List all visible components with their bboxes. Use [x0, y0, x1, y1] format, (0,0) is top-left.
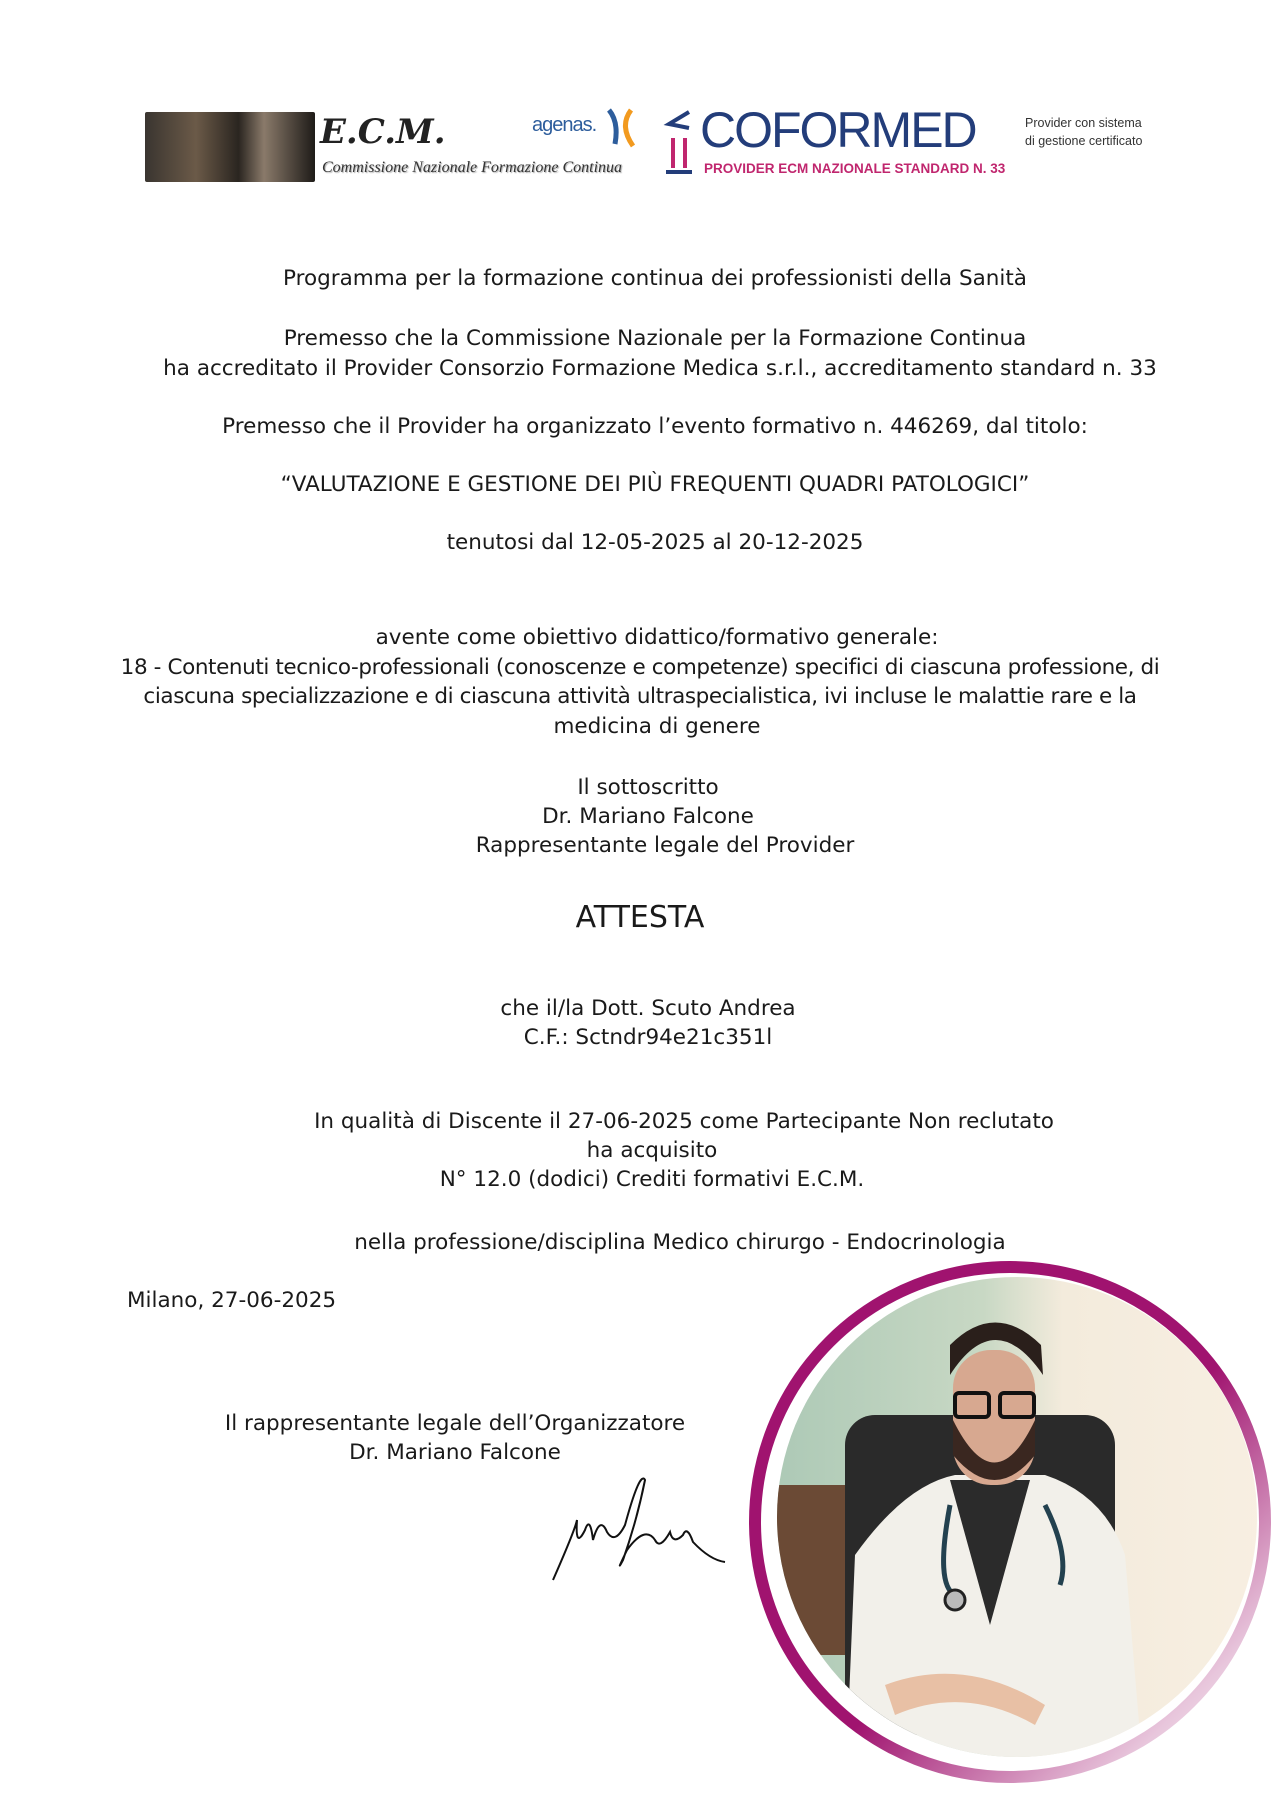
signer-line: Il sottoscritto: [577, 775, 719, 800]
profession-line: nella professione/disciplina Medico chirurgo - Endocrinologia: [354, 1230, 1006, 1255]
signature: [545, 1470, 745, 1590]
place-date: Milano, 27-06-2025: [127, 1288, 337, 1313]
provider-note-line: di gestione certificato: [1025, 134, 1143, 148]
legal-rep-label: Il rappresentante legale dell’Organizzatore: [224, 1411, 686, 1436]
ecm-painting-image: [145, 112, 315, 182]
legal-rep-name: Dr. Mariano Falcone: [349, 1440, 561, 1465]
ecm-title: E.C.M.: [320, 112, 446, 152]
recipient-name: che il/la Dott. Scuto Andrea: [500, 996, 796, 1021]
ecm-subtitle: Commissione Nazionale Formazione Continua: [322, 159, 623, 176]
premise-line: ha accreditato il Provider Consorzio Formazione Medica s.r.l., accreditamento standard n. 33: [163, 356, 1157, 381]
provider-note-line: Provider con sistema: [1025, 116, 1142, 130]
signer-role: Rappresentante legale del Provider: [475, 833, 855, 858]
recipient-cf: C.F.: Sctndr94e21c351l: [523, 1025, 773, 1050]
premise-event-line: Premesso che il Provider ha organizzato l’evento formativo n. 446269, dal titolo:: [222, 414, 1088, 439]
program-line: Programma per la formazione continua dei professionisti della Sanità: [283, 266, 1027, 291]
event-dates: tenutosi dal 12-05-2025 al 20-12-2025: [446, 530, 864, 555]
agenas-text: agenas.: [532, 114, 597, 136]
profile-photo: [745, 1255, 1275, 1790]
credits-line: N° 12.0 (dodici) Crediti formativi E.C.M.: [439, 1167, 865, 1192]
objective-label: avente come obiettivo didattico/formativo generale:: [375, 625, 939, 650]
coformed-columns-icon: [663, 110, 697, 176]
objective-text: ciascuna specializzazione e di ciascuna attività ultraspecialistica, ivi incluse le malattie rare e la: [143, 684, 1137, 709]
provider-note: [1025, 114, 1142, 150]
coformed-text: COFORMED: [700, 102, 976, 158]
coformed-subtitle: PROVIDER ECM NAZIONALE STANDARD N. 33: [704, 161, 1006, 176]
objective-text: 18 - Contenuti tecnico-professionali (conoscenze e competenze) specifici di ciascuna professione, di: [120, 655, 1160, 680]
objective-text: medicina di genere: [553, 714, 761, 739]
acquired-label: ha acquisito: [586, 1138, 718, 1163]
signer-name: Dr. Mariano Falcone: [542, 804, 754, 829]
event-title: “VALUTAZIONE E GESTIONE DEI PIÙ FREQUENTI QUADRI PATOLOGICI”: [280, 472, 1030, 497]
participation-role: In qualità di Discente il 27-06-2025 come Partecipante Non reclutato: [314, 1109, 1054, 1134]
premise-line: Premesso che la Commissione Nazionale per la Formazione Continua: [283, 326, 1027, 351]
attesta-heading: ATTESTA: [575, 900, 705, 935]
agenas-mark-icon: [605, 108, 637, 148]
